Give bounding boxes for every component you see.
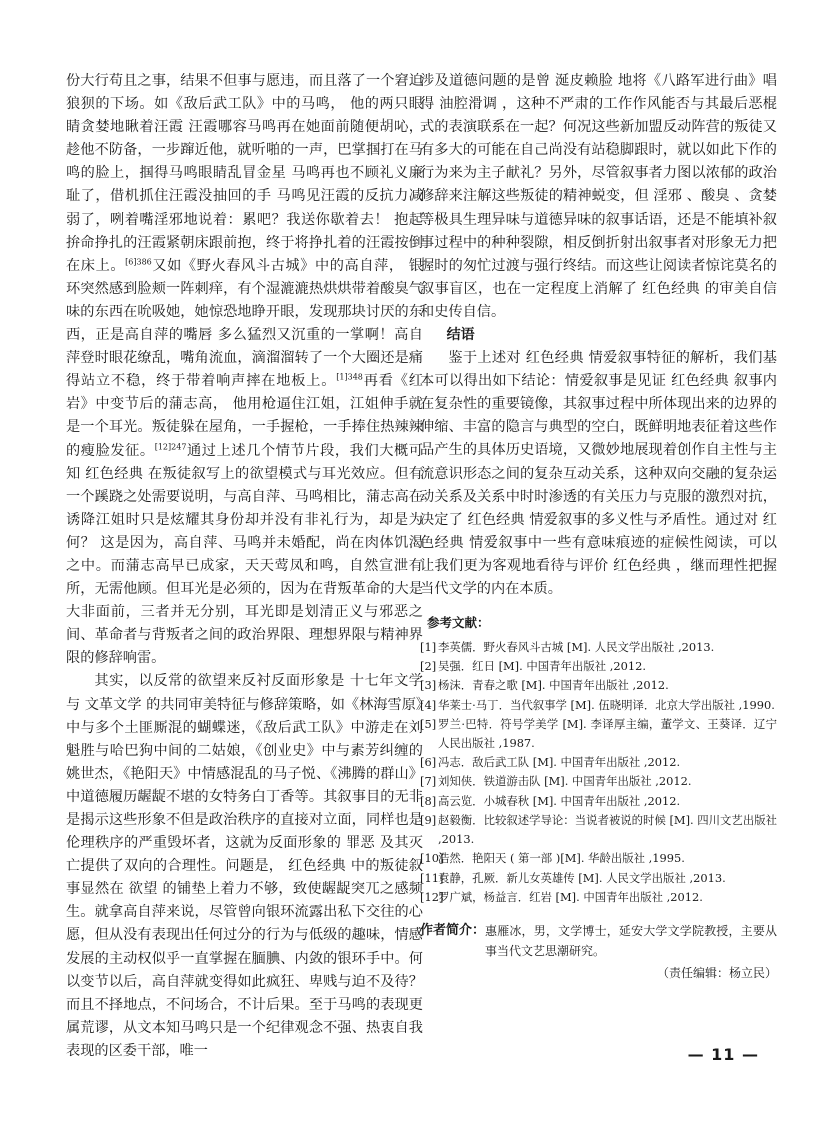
paragraph-text: 又如《野火春风斗古城》中的高自萍， 银环突然感到脸颊一阵刺痒，有个湿漉漉热烘烘带着酸臭气味的东西在吮吸她，她惊恐地睁开眼，发现那块讨厌的东西，正是高自萍的嘴唇 多么猛烈又沉重的一掌啊！高自萍登时眼花缭乱，嘴角流血，滴溜溜转了一个大圈还是痛得站立不稳，终于带着响声摔在地板上。 [66,257,423,390]
reference-text: 罗广斌，杨益言．红岩 [M]. 中国青年出版社 ,2012. [438,889,703,904]
reference-number: [9] [420,812,437,827]
paragraph-text: 再看《红岩》中变节后的蒲志高， 他用枪逼住江姐，江姐伸手就是一个耳光。叛徒躲在屋角，一手握枪，一手捧住热辣辣的瘦脸发征。 [66,373,423,459]
reference-text: 杨沫．青春之歌 [M]. 中国青年出版社 ,2012. [438,678,669,693]
reference-number: [6] [420,755,437,770]
reference-number: [4] [420,697,437,712]
reference-text: 袁静，孔厥．新儿女英雄传 [M]. 人民文学出版社 ,2013. [438,870,726,885]
left-column [66,70,423,1063]
reference-text: 刘知侠．铁道游击队 [M]. 中国青年出版社 ,2012. [438,774,692,789]
reference-item [420,792,777,811]
paragraph-text: 通过上述几个情节片段，我们大概可知 红色经典 在叛徒叙写上的欲望模式与耳光效应。但有一个蹊跷之处需要说明，与高自萍、马鸣相比，蒲志高在诱降江姐时只是炫耀其身份却并没有非礼行为，却是为何？ 这是因为，高自萍、马鸣并未婚配，尚在肉体饥渴之中。而蒲志高早已成家，天天莺凤和鸣，自然宣泄有所，无需他顾。但耳光是必须的，因为在背叛革命的大是大非面前，三者并无分别，耳光即是划清正义与邪恶之间、革命者与背叛者之间的政治界限、理想界限与精神界限的修辞响雷。 [66,442,423,667]
reference-text: 浩然．艳阳天 ( 第一部 )[M]. 华龄出版社 ,1995. [438,851,685,866]
reference-text: 高云览．小城春秋 [M]. 中国青年出版社 ,2012. [438,793,681,808]
editor-note: （责任编辑：杨立民） [656,965,777,980]
reference-text: 吴强．红日 [M]. 中国青年出版社 ,2012. [438,659,646,674]
author-bio [420,921,777,961]
reference-text: 冯志．敌后武工队 [M]. 中国青年出版社 ,2012. [438,755,681,770]
page-number: — 11 — [687,1045,759,1064]
reference-item [420,869,777,888]
section-heading: 结语 [446,327,475,344]
reference-number: [3] [420,678,437,693]
reference-number: [1] [420,640,437,655]
citation-mark: [12]247 [154,441,187,451]
reference-text: 赵毅衡．比较叙述学导论：当说者被说的时候 [M]. 四川文艺出版社 ,2013. [438,812,777,847]
paragraph-text: 份大行苟且之事，结果不但事与愿违，而且落了一个窘迫狼狈的下场。如《敌后武工队》中的马鸣， 他的两只眼睛贪婪地瞅着汪霞 汪霞哪容马鸣再在她面前随便胡吣，趁他不防备，一步蹿近他，就听啪的一声，巴掌掴打在马鸣的脸上，掴得马鸣眼睛乱冒金星 马鸣再也不顾礼义廉耻了，借机抓住汪霞没抽回的手 马鸣见汪霞的反抗力减弱了，咧着嘴淫邪地说着：累吧？我送你歇着去！ 抱起拚命挣扎的汪霞紧朝床跟前抱，终于将挣扎着的汪霞按倒在床上。 [66,73,423,274]
reference-item [420,753,777,772]
reference-number: [10] [420,851,444,866]
reference-item [420,849,777,868]
reference-text: 罗兰·巴特．符号学美学 [M]. 李译厚主编，董学文、王葵译．辽宁人民出版社 ,1987. [438,716,777,751]
reference-item [420,772,777,791]
reference-item [420,676,777,695]
body-paragraph: 其实，以反常的欲望来反衬反面形象是 十七年文学 与 文革文学 的共同审美特征与修辞策略，如《林海雪原》中与多个土匪厮混的蝴蝶迷，《敌后武工队》中游走在刘魁胜与哈巴狗中间的二姑娘，《创业史》中与素芳纠缠的姚世杰，《艳阳天》中情感混乱的马子悦、《沸腾的群山》中道德履历龌龊不堪的女特务白丁香等。其叙事目的无非是揭示这些形象不但是政治秩序的直接对立面，同样也是伦理秩序的严重毁坏者，这就为反面形象的 罪恶 及其灭亡提供了双向的合理性。问题是， 红色经典 中的叛徒叙事显然在 欲望 的铺垫上着力不够，致使龌龊突兀之感频生。就拿高自萍来说，尽管曾向银环流露出私下交往的心愿，但从没有表现出任何过分的行为与低级的趣味，情感发展的主动权似乎一直掌握在腼腆、内敛的银环手中。何以变节以后，高自萍就变得如此疯狂、卑贱与迫不及待？而且不择地点，不问场合，不计后果。至于马鸣的表现更属荒谬，从文本知马鸣只是一个纪律观念不强、热衷自我表现的区委干部，唯一 [66,673,423,1059]
reference-number: [12] [420,889,444,904]
reference-number: [7] [420,774,437,789]
reference-text: 华莱士·马丁．当代叙事学 [M]. 伍晓明译．北京大学出版社 ,1990. [438,697,775,712]
reference-text: 李英儒．野火春风斗古城 [M]. 人民文学出版社 ,2013. [438,640,715,655]
reference-number: [5] [420,716,437,731]
citation-mark: [1]348 [336,372,363,382]
reference-number: [2] [420,659,437,674]
reference-number: [8] [420,793,437,808]
author-bio-label: 作者简介： [420,922,486,938]
body-paragraph: 涉及道德问题的是曾 涎皮赖脸 地将《八路军进行曲》唱得 油腔滑调 ，这种不严肃的工作作风能否与其最后恶棍式的表演联系在一起？何况这些新加盟反动阵营的叛徒又有多大的可能在自己尚没有站稳脚跟时，就以如此下作的行为来为主子献礼？另外，尽管叙事者力图以浓郁的政治修辞来注解这些叛徒的精神蜕变，但 淫邪 、酸臭 、贪婪 等极具生理异味与道德异味的叙事话语，还是不能填补叙事过程中的种种裂隙，相反倒折射出叙事者对形象无力把握时的匆忙过渡与强行终结。而这些让阅读者惊诧莫名的叙事盲区，也在一定程度上消解了 红色经典 的审美自信和史传自信。 [420,73,777,320]
reference-item [420,657,777,676]
reference-number: [11] [420,870,444,885]
references-title: 参考文献： [427,615,490,631]
reference-list [420,638,777,907]
reference-item [420,715,777,753]
reference-item [420,696,777,715]
citation-mark: [6]386 [125,257,152,267]
reference-item [420,638,777,657]
reference-item [420,888,777,907]
body-paragraph: 鉴于上述对 红色经典 情爱叙事特征的解析，我们基本可以得出如下结论：情爱叙事是见证 红色经典 叙事内在复杂性的重要镜像，其叙事过程中所体现出来的边界的伸缩、丰富的隐言与典型的空白，既鲜明地表征着这些作品产生的具体历史语境，又微妙地展现着创作自主性与主流意识形态之间的复杂互动关系，这种双向交融的复杂运动关系及关系中时时渗透的有关压力与克服的激烈对抗，决定了 红色经典 情爱叙事的多义性与矛盾性。通过对 红色经典 情爱叙事中一些有意味痕迹的症候性阅读，可以让我们更为客观地看待与评价 红色经典 ，继而理性把握当代文学的内在本质。 [420,350,777,597]
reference-item [420,811,777,849]
right-column [420,70,777,983]
body-paragraph [66,70,423,670]
author-bio-text: 惠雁冰，男，文学博士，延安大学文学院教授，主要从事当代文艺思潮研究。 [485,923,777,958]
